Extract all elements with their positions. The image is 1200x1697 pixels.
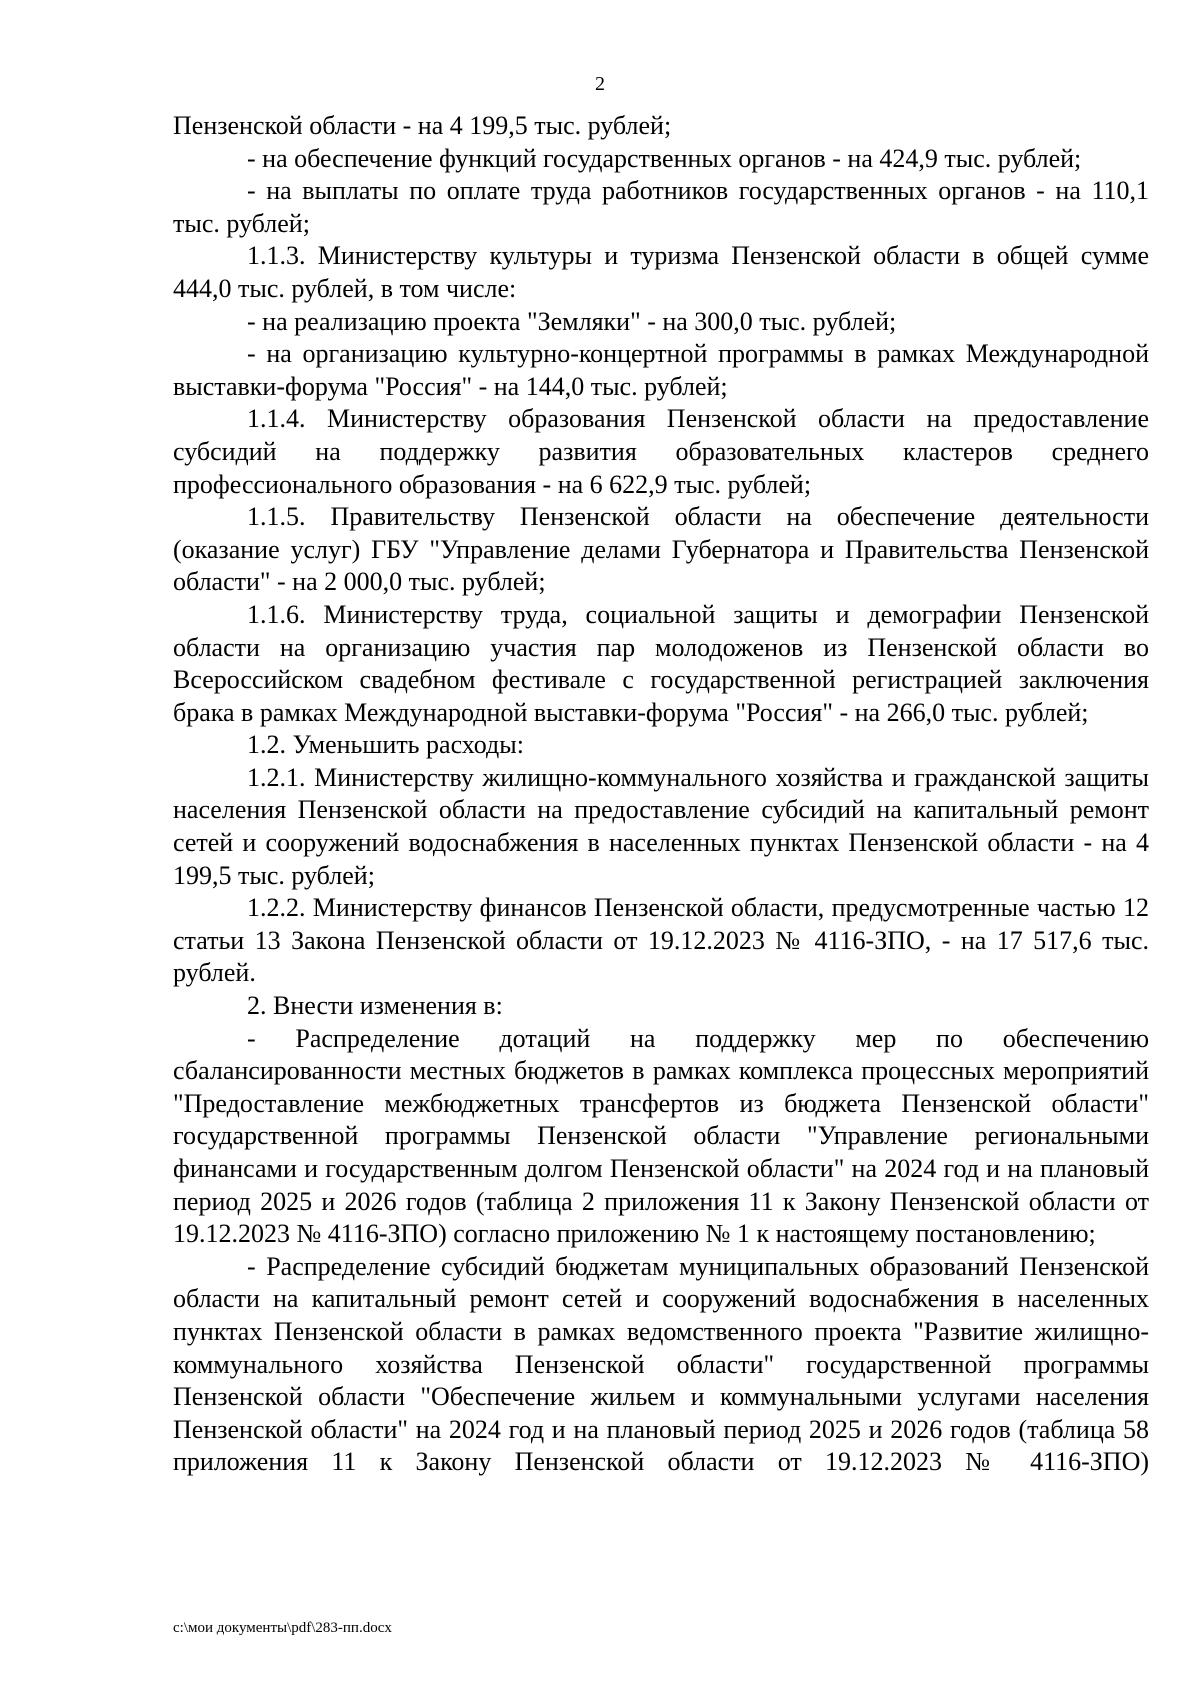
paragraph-2: - на обеспечение функций государственных органов - на 424,9 тыс. рублей; [247,143,1082,173]
paragraph-6: - на организацию культурно-концертной программы в рамках Международной выставки-форума "Россия" - на 144,0 тыс. рублей; [173,339,1149,401]
paragraph-10: 1.2. Уменьшить расходы: [247,730,524,760]
footer-file-path: c:\мои документы\pdf\283-пп.docx [173,1620,392,1636]
page-number: 2 [595,73,605,95]
paragraph-15: - Распределение субсидий бюджетам муниципальных образований Пензенской области на капитальный ремонт сетей и сооружений водоснабжения в населенных пунктах Пензенской области в рамках ведомственного проекта "Развитие жилищно-коммунального хозяйства Пензенской области" государственной программы Пензенской области "Обеспечение жильем и коммунальными услугами населения Пензенской области" на 2024 год и на плановый период 2025 и 2026 годов (таблица 58 приложения 11 к Закону Пензенской области от 19.12.2023 № 4116-ЗПО) [173,1251,1149,1477]
paragraph-3: - на выплаты по оплате труда работников государственных органов - на 110,1 тыс. рублей; [173,176,1149,238]
paragraph-1: Пензенской области - на 4 199,5 тыс. рублей; [173,111,672,140]
document-body [173,110,1149,1479]
paragraph-5: - на реализацию проекта "Земляки" - на 300,0 тыс. рублей; [247,306,897,336]
paragraph-7: 1.1.4. Министерству образования Пензенской области на предоставление субсидий на поддержку развития образовательных кластеров среднего профессионального образования - на 6 622,9 тыс. рублей; [173,404,1149,499]
paragraph-14: - Распределение дотаций на поддержку мер по обеспечению сбалансированности местных бюджетов в рамках комплекса процессных мероприятий "Предоставление межбюджетных трансфертов из бюджета Пензенской области" государственной программы Пензенской области "Управление региональными финансами и государственным долгом Пензенской области" на 2024 год и на плановый период 2025 и 2026 годов (таблица 2 приложения 11 к Закону Пензенской области от 19.12.2023 № 4116-ЗПО) согласно приложению № 1 к настоящему постановлению; [173,1023,1149,1249]
paragraph-11: 1.2.1. Министерству жилищно-коммунального хозяйства и гражданской защиты населения Пензенской области на предоставление субсидий на капитальный ремонт сетей и сооружений водоснабжения в населенных пунктах Пензенской области - на 4 199,5 тыс. рублей; [173,762,1149,890]
paragraph-4: 1.1.3. Министерству культуры и туризма Пензенской области в общей сумме 444,0 тыс. рублей, в том числе: [173,241,1149,303]
paragraph-8: 1.1.5. Правительству Пензенской области на обеспечение деятельности (оказание услуг) ГБУ "Управление делами Губернатора и Правительства Пензенской области" - на 2 000,0 тыс. рублей; [173,502,1149,597]
paragraph-13: 2. Внести изменения в: [247,991,503,1021]
paragraph-9: 1.1.6. Министерству труда, социальной защиты и демографии Пензенской области на организацию участия пар молодоженов из Пензенской области во Всероссийском свадебном фестивале с государственной регистрацией заключения брака в рамках Международной выставки-форума "Россия" - на 266,0 тыс. рублей; [173,599,1149,727]
paragraph-12: 1.2.2. Министерству финансов Пензенской области, предусмотренные частью 12 статьи 13 Закона Пензенской области от 19.12.2023 № 4116-ЗПО, - на 17 517,6 тыс. рублей. [173,893,1149,988]
